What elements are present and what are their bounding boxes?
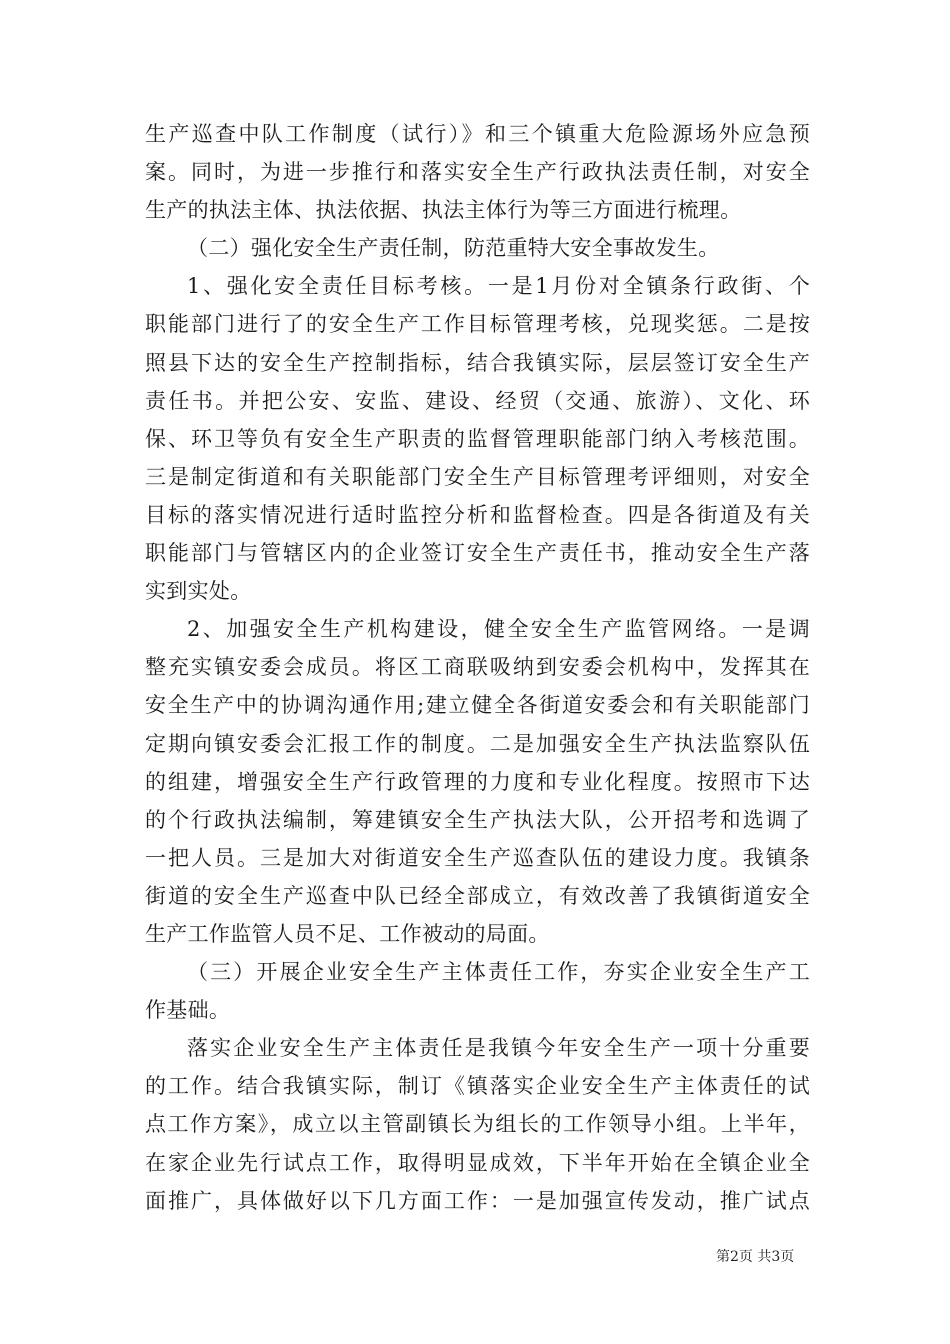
text-line: （二）强化安全生产责任制，防范重特大安全事故发生。	[187, 236, 720, 261]
page-number: 第2页 共3页	[716, 1249, 795, 1265]
text-line: 在家企业先行试点工作，取得明显成效，下半年开始在全镇企业全	[145, 1150, 810, 1175]
text-line: 整充实镇安委会成员。将区工商联吸纳到安委会机构中，发挥其在	[145, 655, 810, 680]
text-line: 作基础。	[145, 998, 231, 1023]
text-line: 保、环卫等负有安全生产职责的监督管理职能部门纳入考核范围。	[145, 426, 810, 451]
text-line: 生产的执法主体、执法依据、执法主体行为等三方面进行梳理。	[145, 198, 742, 223]
text-line: 责任书。并把公安、安监、建设、经贸（交通、旅游）、文化、环	[145, 388, 810, 413]
text-line: 目标的落实情况进行适时监控分析和监督检查。四是各街道及有关	[145, 502, 810, 527]
text-line: 点工作方案》，成立以主管副镇长为组长的工作领导小组。上半年，	[145, 1112, 810, 1137]
text-line: （三）开展企业安全生产主体责任工作，夯实企业安全生产工	[187, 960, 810, 985]
text-line: 一把人员。三是加大对街道安全生产巡查队伍的建设力度。我镇条	[145, 845, 810, 870]
text-line: 职能部门与管辖区内的企业签订安全生产责任书，推动安全生产落	[145, 541, 810, 566]
text-line: 实到实处。	[145, 579, 252, 604]
text-line: 落实企业安全生产主体责任是我镇今年安全生产一项十分重要	[187, 1036, 810, 1061]
text-line: 的个行政执法编制，筹建镇安全生产执法大队，公开招考和选调了	[145, 807, 810, 832]
text-line: 1、强化安全责任目标考核。一是1月份对全镇条行政街、个	[187, 274, 810, 299]
text-line: 的组建，增强安全生产行政管理的力度和专业化程度。按照市下达	[145, 769, 810, 794]
text-line: 面推广，具体做好以下几方面工作：一是加强宣传发动，推广试点	[145, 1188, 810, 1213]
text-line: 案。同时，为进一步推行和落实安全生产行政执法责任制，对安全	[145, 160, 810, 185]
text-line: 的工作。结合我镇实际，制订《镇落实企业安全生产主体责任的试	[145, 1074, 810, 1099]
text-line: 三是制定街道和有关职能部门安全生产目标管理考评细则，对安全	[145, 464, 810, 489]
document-body	[145, 115, 810, 1220]
text-line: 街道的安全生产巡查中队已经全部成立，有效改善了我镇街道安全	[145, 883, 810, 908]
text-line: 安全生产中的协调沟通作用;建立健全各街道安委会和有关职能部门	[145, 693, 810, 718]
text-line: 2、加强安全生产机构建设，健全安全生产监管网络。一是调	[187, 617, 810, 642]
text-line: 生产工作监管人员不足、工作被动的局面。	[145, 921, 550, 946]
text-line: 定期向镇安委会汇报工作的制度。二是加强安全生产执法监察队伍	[145, 731, 810, 756]
text-line: 生产巡查中队工作制度（试行）》和三个镇重大危险源场外应急预	[145, 122, 810, 146]
text-line: 照县下达的安全生产控制指标，结合我镇实际，层层签订安全生产	[145, 350, 810, 375]
text-line: 职能部门进行了的安全生产工作目标管理考核，兑现奖惩。二是按	[145, 312, 810, 337]
